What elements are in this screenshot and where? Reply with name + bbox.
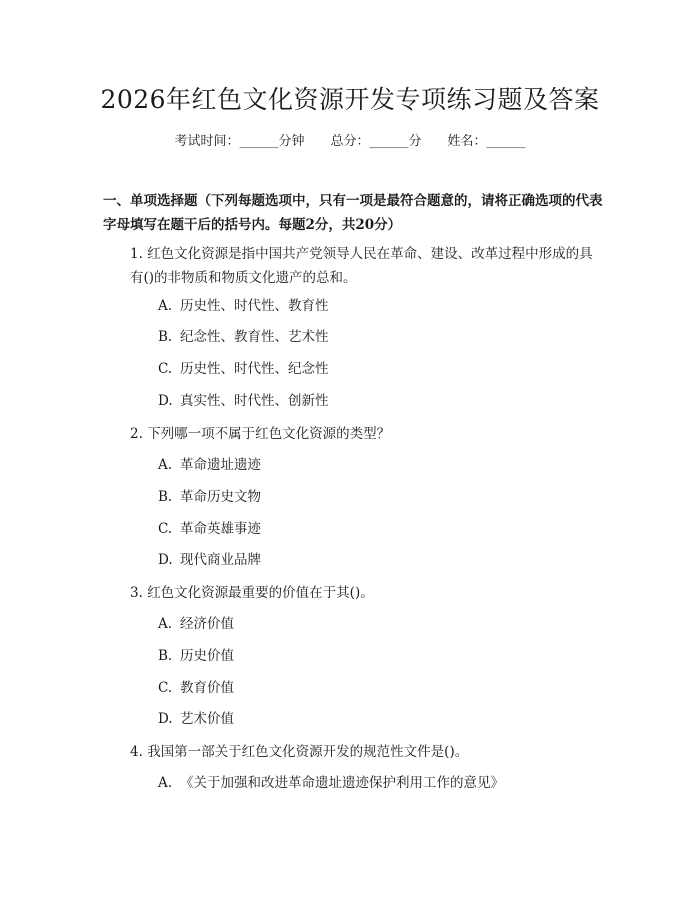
- name-field: 姓名：______: [447, 134, 526, 149]
- question-stem: 红色文化资源最重要的价值在于其()。: [147, 585, 374, 601]
- option-letter: B.: [158, 489, 173, 505]
- question-stem: 红色文化资源是指中国共产党领导人民在革命、建设、改革过程中形成的具有()的非物质和物质文化遗产的总和。: [130, 246, 593, 286]
- question-4: [130, 740, 600, 764]
- option-text: 经济价值: [180, 616, 234, 632]
- option-letter: A.: [158, 616, 173, 632]
- option-text: 历史价值: [180, 648, 234, 664]
- question-2: [130, 422, 600, 446]
- section-heading: 一、单项选择题（下列每题选项中，只有一项是最符合题意的，请将正确选项的代表字母填写在题干后的括号内。每题2分，共20分）: [103, 193, 603, 233]
- option-1c: [158, 359, 598, 379]
- option-text: 历史性、时代性、纪念性: [180, 361, 329, 377]
- option-2d: [158, 550, 598, 570]
- option-letter: D.: [158, 393, 173, 409]
- option-1a: [158, 296, 598, 316]
- option-text: 革命遗址遗迹: [180, 457, 261, 473]
- option-text: 真实性、时代性、创新性: [180, 393, 329, 409]
- option-2a: [158, 455, 598, 475]
- exam-meta: [0, 130, 700, 149]
- option-text: 革命历史文物: [180, 489, 261, 505]
- option-2b: [158, 487, 598, 507]
- question-number: 4.: [130, 744, 143, 760]
- total-score-field: 总分：______分: [330, 134, 422, 149]
- option-3c: [158, 678, 598, 698]
- question-stem: 我国第一部关于红色文化资源开发的规范性文件是()。: [147, 744, 469, 760]
- page-title: 2026年红色文化资源开发专项练习题及答案: [100, 85, 600, 114]
- question-number: 1.: [130, 246, 143, 262]
- option-text: 《关于加强和改进革命遗址遗迹保护利用工作的意见》: [180, 775, 504, 791]
- option-1d: [158, 391, 598, 411]
- option-text: 艺术价值: [180, 711, 234, 727]
- option-text: 纪念性、教育性、艺术性: [180, 329, 329, 345]
- question-number: 2.: [130, 426, 143, 442]
- option-text: 现代商业品牌: [180, 552, 261, 568]
- exam-time-field: 考试时间：______分钟: [174, 134, 305, 149]
- option-text: 教育价值: [180, 680, 234, 696]
- option-letter: C.: [158, 361, 173, 377]
- option-letter: D.: [158, 711, 173, 727]
- question-number: 3.: [130, 585, 143, 601]
- option-3b: [158, 646, 598, 666]
- option-letter: A.: [158, 457, 173, 473]
- option-3a: [158, 614, 598, 634]
- question-stem: 下列哪一项不属于红色文化资源的类型？: [147, 426, 391, 442]
- option-2c: [158, 519, 598, 539]
- question-1: [130, 242, 600, 290]
- option-3d: [158, 709, 598, 729]
- option-text: 历史性、时代性、教育性: [180, 298, 329, 314]
- option-4a: [158, 773, 598, 793]
- option-letter: A.: [158, 298, 173, 314]
- question-3: [130, 581, 600, 605]
- option-1b: [158, 327, 598, 347]
- option-text: 革命英雄事迹: [180, 521, 261, 537]
- option-letter: C.: [158, 521, 173, 537]
- option-letter: B.: [158, 648, 173, 664]
- option-letter: B.: [158, 329, 173, 345]
- option-letter: C.: [158, 680, 173, 696]
- option-letter: A.: [158, 775, 173, 791]
- option-letter: D.: [158, 552, 173, 568]
